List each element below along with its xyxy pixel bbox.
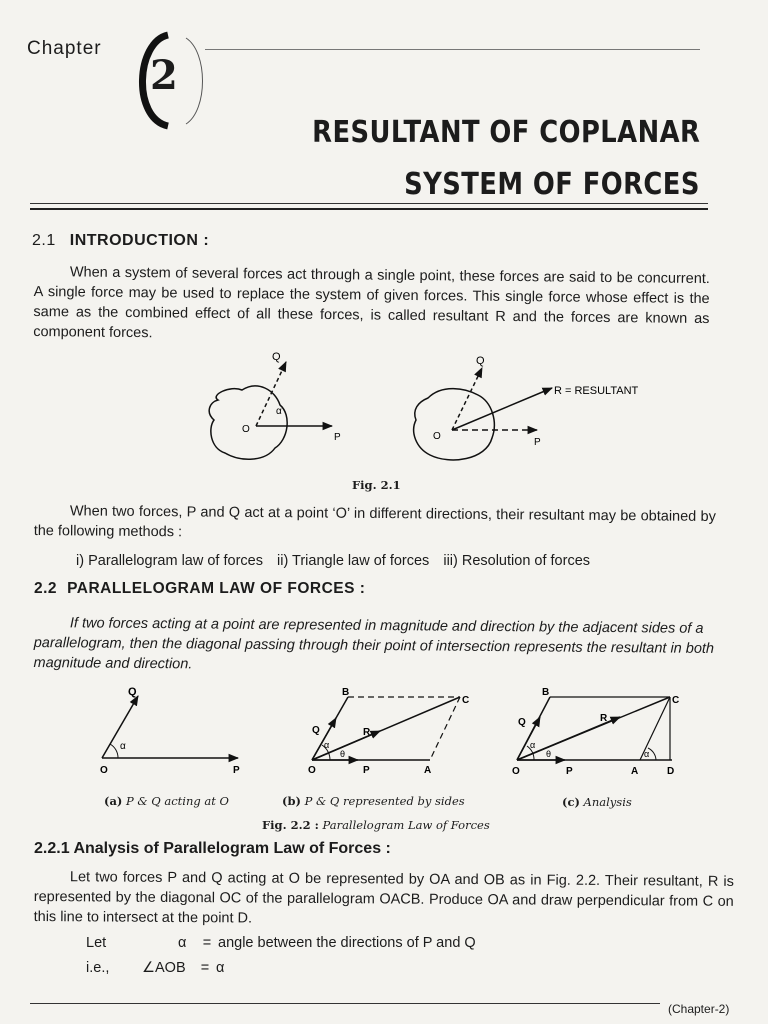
fig22a-q: Q [128,686,137,698]
chapter-label: Chapter [27,38,102,59]
section-title: INTRODUCTION : [69,232,210,249]
method-item: ii) Triangle law of forces [277,553,430,569]
header-rule [205,49,700,50]
fig21-left-o: O [242,424,250,435]
footer-rule [30,1003,660,1004]
equation-row [86,960,224,976]
fig22c-alpha: α [530,740,536,750]
figure-2-2-caption [262,818,490,832]
figure-2-2b-caption [282,794,465,808]
fig21-left-p: P [334,432,341,443]
fig22c-r: R [600,713,608,724]
fig21-right-q: Q [476,355,485,367]
method-item: iii) Resolution of forces [443,553,591,569]
fig-caption-label: Fig. 2.2 : [262,818,319,832]
methods-list [76,553,600,569]
equation-eq: = [202,935,212,951]
equation-rhs: angle between the directions of P and Q [218,935,476,951]
intro-text: When a system of several forces act through a single point, these forces are said to be concurrent. A single force may be used to replace the system of given forces. This single force whose effect is the same as the combined effect of all these forces, is called resultant R and the forces are known as component forces. [33,264,710,342]
parallelogram-law-statement [33,613,723,679]
analysis-text: Let two forces P and Q acting at O be represented by OA and OB as in Fig. 2.2. Their resultant, R is represented by the diagonal OC of the parallelogram OACB. Produce OA and draw perpendicular from C on this line to intersect at the point D. [33,869,734,927]
figure-2-2a-caption [104,794,229,808]
figure-2-2a [100,686,240,776]
section-heading-introduction [32,232,209,250]
fig22c-alpha-d: α [644,749,650,759]
section-number: 2.2 [34,580,58,597]
fig22b-o: O [308,765,316,776]
equation-lead: Let [86,935,107,951]
fig22c-q: Q [518,717,526,728]
figure-2-1 [180,350,660,475]
section-heading-parallelogram [34,580,365,598]
equation-rhs: α [216,960,225,976]
fig22c-c: C [672,695,680,706]
figure-2-1-caption: Fig. 2.1 [352,478,401,492]
fig22c-d: D [667,766,675,777]
subfig-label: (b) [282,794,301,808]
fig21-left-alpha: α [276,406,282,417]
fig21-right-p: P [534,437,541,448]
figure-2-2 [90,685,690,790]
two-forces-paragraph [34,501,716,547]
fig21-right-resultant: R = RESULTANT [554,385,639,397]
footer-chapter-ref: (Chapter-2) [668,1002,730,1016]
intro-paragraph [33,262,710,349]
fig22b-q: Q [312,725,320,736]
fig22b-theta: θ [340,749,346,759]
title-rule-thick [30,208,708,210]
chapter-number: 2 [150,52,178,99]
equation-lhs: α [178,935,187,951]
subfig-label: (c) [562,795,580,809]
subfig-text: P & Q represented by sides [304,794,465,808]
method-item: i) Parallelogram law of forces [76,553,263,569]
fig22b-alpha: α [324,740,330,750]
fig22c-b: B [542,687,550,698]
law-text: If two forces acting at a point are represented in magnitude and direction by the adjacent sides of a parallelogram, then the diagonal passing through their point of intersection represents the resultant in both magnitude and direction. [33,615,715,673]
fig21-right-o: O [433,431,441,442]
analysis-paragraph [34,867,734,932]
fig22b-c: C [462,695,470,706]
fig22a-o: O [100,765,108,776]
fig22c-o: O [512,766,520,777]
equation-lead: i.e., [86,960,110,976]
figure-2-2c-caption [562,795,632,809]
section-number: 2.1 [32,232,56,249]
fig22c-theta: θ [546,749,552,759]
chapter-title-line2: SYSTEM OF FORCES [404,167,700,202]
two-forces-text: When two forces, P and Q act at a point ‘O’ in different directions, their resultant may be obtained by the following methods : [33,503,716,541]
fig22b-a: A [424,765,432,776]
subfig-label: (a) [104,794,123,808]
section-title: PARALLELOGRAM LAW OF FORCES : [67,580,366,597]
figure-2-2b [308,687,469,776]
equation-eq: = [200,960,210,976]
fig22c-p: P [566,766,573,777]
fig21-left-q: Q [272,351,281,363]
equation-lhs: ∠AOB [142,960,186,976]
fig22a-p: P [233,765,240,776]
figure-2-2c [512,687,679,777]
equation-row [86,935,476,951]
fig22c-a: A [631,766,639,777]
fig22b-p: P [363,765,370,776]
fig-caption-text: Parallelogram Law of Forces [322,818,490,832]
fig22a-alpha: α [120,741,126,752]
subfig-text: Analysis [583,795,632,809]
title-rule-thin [30,203,708,204]
fig22b-b: B [342,687,350,698]
section-heading-analysis: 2.2.1 Analysis of Parallelogram Law of Forces : [34,840,391,857]
fig22b-r: R [363,727,371,738]
subfig-text: P & Q acting at O [126,794,229,808]
chapter-title-line1: RESULTANT OF COPLANAR [311,115,700,150]
